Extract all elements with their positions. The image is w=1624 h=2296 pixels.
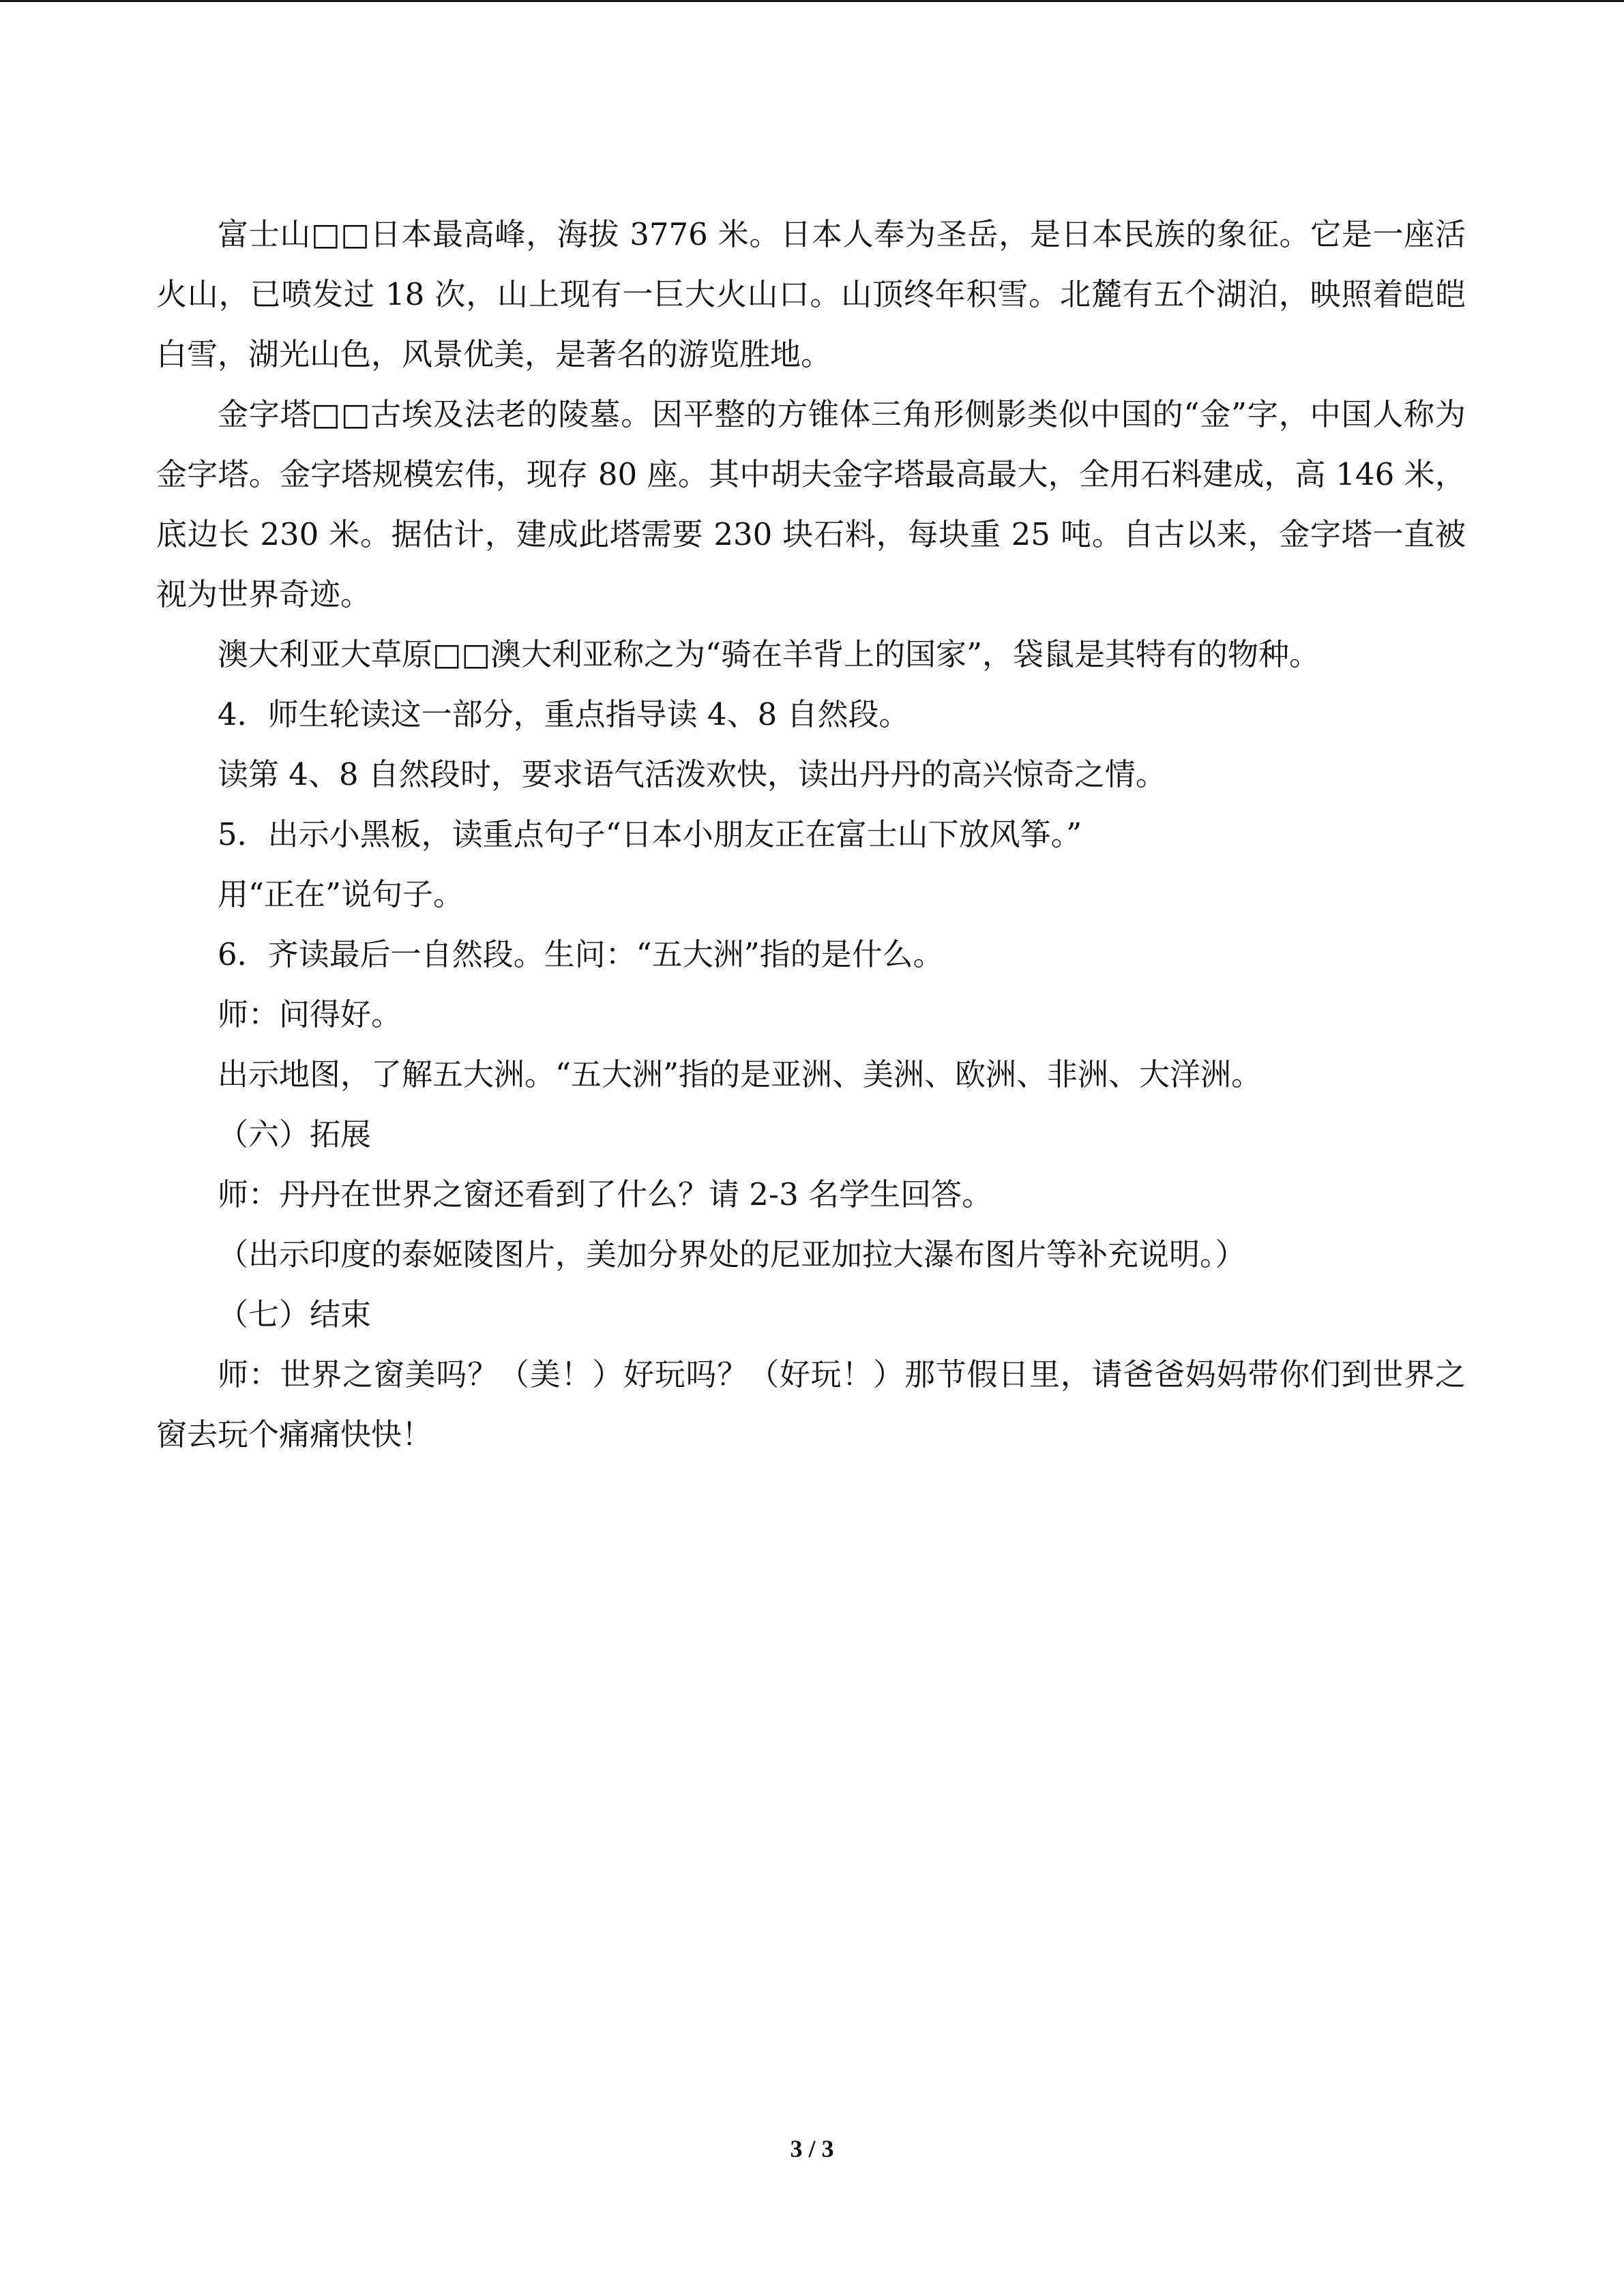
page-number: 3 / 3 — [790, 2135, 834, 2162]
extension-note: （出示印度的泰姬陵图片，美加分界处的尼亚加拉大瀑布图片等补充说明。） — [218, 1236, 1246, 1272]
step-5-blackboard: 5．出示小黑板，读重点句子“日本小朋友正在富士山下放风筝。” — [218, 816, 1082, 852]
document-body — [156, 205, 1466, 1465]
section-heading-ending: （七）结束 — [218, 1296, 372, 1332]
extension-question: 师：丹丹在世界之窗还看到了什么？请 2-3 名学生回答。 — [218, 1176, 993, 1212]
step-6-reading: 6．齐读最后一自然段。生问：“五大洲”指的是什么。 — [218, 936, 944, 972]
top-border-line — [0, 0, 1624, 2]
paragraph-fuji: 富士山□□日本最高峰，海拔 3776 米。日本人奉为圣岳，是日本民族的象征。它是一座活火山，已喷发过 18 次，山上现有一巨大火山口。山顶终年积雪。北麓有五个湖泊，映照着皑皑白雪，湖光山色，风景优美，是著名的游览胜地。 — [156, 216, 1466, 372]
teacher-reply: 师：问得好。 — [218, 996, 402, 1032]
ending-paragraph: 师：世界之窗美吗？（美！）好玩吗？（好玩！）那节假日里，请爸爸妈妈带你们到世界之窗去玩个痛痛快快！ — [156, 1356, 1466, 1452]
paragraph-pyramid: 金字塔□□古埃及法老的陵墓。因平整的方锥体三角形侧影类似中国的“金”字，中国人称为金字塔。金字塔规模宏伟，现存 80 座。其中胡夫金字塔最高最大，全用石料建成，高 146 米，底边长 230 米。据估计，建成此塔需要 230 块石料，每块重 25 吨。自古以来，金字塔一直被视为世界奇迹。 — [156, 396, 1466, 612]
step-4-note: 读第 4、8 自然段时，要求语气活泼欢快，读出丹丹的高兴惊奇之情。 — [218, 756, 1166, 792]
paragraph-australia: 澳大利亚大草原□□澳大利亚称之为“骑在羊背上的国家”，袋鼠是其特有的物种。 — [218, 636, 1320, 672]
map-note: 出示地图，了解五大洲。“五大洲”指的是亚洲、美洲、欧洲、非洲、大洋洲。 — [218, 1056, 1263, 1092]
step-5-note: 用“正在”说句子。 — [218, 876, 464, 912]
step-4-reading: 4．师生轮读这一部分，重点指导读 4、8 自然段。 — [218, 696, 910, 732]
section-heading-extension: （六）拓展 — [218, 1116, 372, 1152]
